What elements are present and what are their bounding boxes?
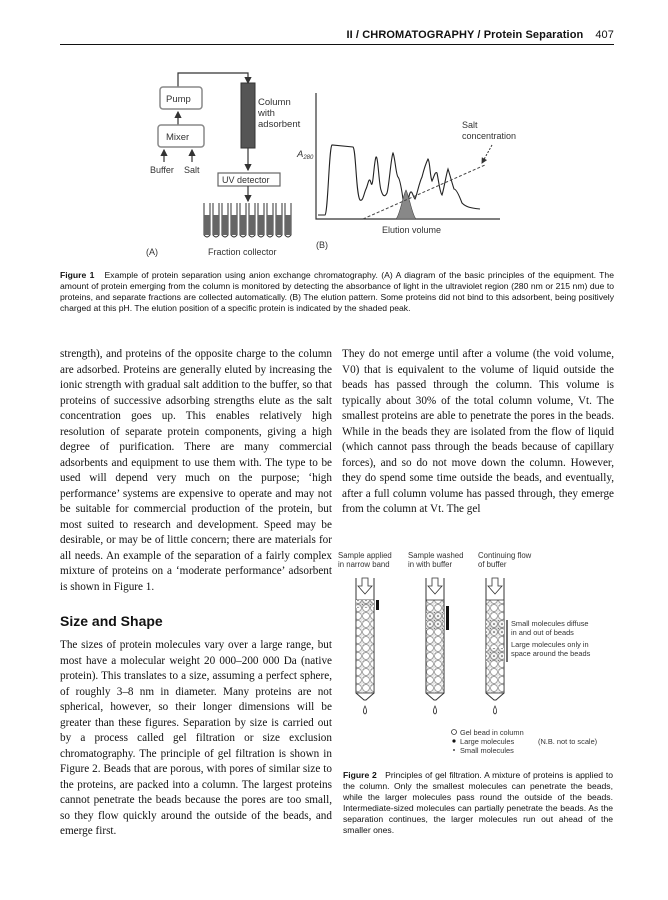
salt-concentration-label-1: Salt <box>462 120 478 130</box>
drop-icon <box>494 706 497 714</box>
right-column <box>342 347 614 518</box>
figure-1-caption-label: Figure 1 <box>60 270 95 280</box>
figure-1-caption <box>60 270 614 314</box>
side-note-3: Large molecules only in <box>511 640 589 649</box>
elution-trace <box>318 145 480 215</box>
pump-label: Pump <box>166 94 191 105</box>
running-header <box>60 29 614 41</box>
column-label-3: adsorbent <box>258 119 301 130</box>
figure-2-caption <box>343 770 613 836</box>
salt-pointer-arrow <box>482 145 492 163</box>
column-label-1: Column <box>258 97 291 108</box>
stage-1-label-1: Sample applied <box>338 551 392 560</box>
stage-1-label-2: in narrow band <box>338 560 390 569</box>
figure-1 <box>140 65 540 260</box>
column-stage-1 <box>356 578 379 714</box>
adsorbent-column <box>241 83 255 148</box>
small-molecule-legend-icon <box>453 749 455 751</box>
flow-arrow-down-icon <box>428 578 442 594</box>
stage-3-label-2: of buffer <box>478 560 507 569</box>
drop-icon <box>364 706 367 714</box>
section-heading: Size and Shape <box>60 613 163 629</box>
figure-1-caption-text: Example of protein separation using anion exchange chromatography. (A) A diagram of the basic principles of the equipment. The amount of protein emerging from the column is monitored by detecting the absorbance of light in the ultraviolet region (280 nm or 215 nm) due to proteins, and separate fractions are collected automatically. (B) The elution pattern. Some proteins did not bind to this adsorbent, being positively charged at this pH. The elution position of a specific protein is indicated by the shaded peak. <box>60 270 614 313</box>
flow-arrow-down-icon <box>358 578 372 594</box>
column-stage-3 <box>486 578 507 714</box>
legend-small-molecules: Small molecules <box>460 746 514 755</box>
flow-arrow-down-icon <box>488 578 502 594</box>
body-paragraph: The sizes of protein molecules vary over a large range, but most have a molecular weight 20 000–200 000 Da (native protein). This translates to a size, assuming a perfect sphere, of roughly 3–8 nm in diameter. Many proteins are not spherical, however, so their longer dimensions will be greater than these figures. Separation by size is carried out by a process called gel filtration or size exclusion chromatography. The principle of gel filtration is shown in Figure 2. Beads that are porous, with pores of similar size to the proteins, are packed into a column. The largest proteins cannot penetrate the beads because the pores are too small, so they flow quickly around the outside of the beads, and emerge first. <box>60 639 332 837</box>
body-paragraph: strength), and proteins of the opposite charge to the column are adsorbed. Proteins are generally eluted by increasing the ionic strength with gradual salt addition to the buffer, so that proteins of successive adsorbing strengths elute as the salt concentration goes up. This enables relatively high resolution of separate protein components, giving a high degree of purification. There are many commercial adsorbents and equipment to use them with. The type to be used will depend very much on the purpose; ‘high performance’ systems are expensive to operate and may not be suitable for commercial production of the protein, but most suited to research and development. Speed may be desirable, or may be of little concern; there are materials for all needs. An example of the separation of a fairly complex mixture of proteins on a ‘moderate performance’ adsorbent is shown in Figure 1. <box>60 348 332 593</box>
figure-2-caption-text: Principles of gel filtration. A mixture of proteins is applied to the column. Only the smallest molecules can penetrate the beads, while the larger molecules pass round the outside of the beads. Intermediate-sized molecules can partially penetrate the beads. As the separation continues, the larger molecules run out ahead of the smaller ones. <box>343 770 613 835</box>
figure-2 <box>338 548 614 766</box>
side-note-1: Small molecules diffuse <box>511 619 589 628</box>
salt-label: Salt <box>184 165 200 175</box>
body-paragraph: They do not emerge until after a volume (the void volume, V0) that is equivalent to the volume of liquid outside the beads has passed through the column. This volume is typically about 30% of the total column volume, Vt. The smallest proteins are able to penetrate the pores in the beads. While in the beads they are isolated from the flow of liquid (which cannot pass through the beads because of capillary forces), and so do not move down the column. However, they do spend some time outside the beads, and eventually, after a full column volume has passed through, they emerge from the column at Vt. The gel <box>342 348 614 515</box>
drop-icon <box>434 706 437 714</box>
page-number: 407 <box>595 29 614 41</box>
uv-detector-label: UV detector <box>222 175 270 185</box>
buffer-label: Buffer <box>150 165 174 175</box>
flow-line-pump-to-column <box>178 73 248 87</box>
sample-band-marker <box>446 606 449 630</box>
stage-2-label-1: Sample washed <box>408 551 464 560</box>
panel-a-label: (A) <box>146 247 158 257</box>
absorbance-label: $A_{280}$ <box>297 149 314 161</box>
side-note-4: space around the beads <box>511 649 591 658</box>
sample-band-marker <box>376 600 379 610</box>
elution-volume-label: Elution volume <box>382 225 442 235</box>
stage-3-label-1: Continuing flow <box>478 551 532 560</box>
legend-note: (N.B. not to scale) <box>538 737 598 746</box>
header-rule <box>60 44 614 45</box>
fraction-collector-label: Fraction collector <box>208 247 277 257</box>
gel-bead-legend-icon <box>452 730 457 735</box>
stage-2-label-2: in with buffer <box>408 560 453 569</box>
running-title: II / CHROMATOGRAPHY / Protein Separation <box>346 29 584 41</box>
legend-large-molecules: Large molecules <box>460 737 515 746</box>
legend-gel-bead: Gel bead in column <box>460 728 524 737</box>
figure-2-caption-label: Figure 2 <box>343 770 377 780</box>
left-column <box>60 347 332 840</box>
column-stage-2 <box>426 578 449 714</box>
column-label-2: with <box>258 108 275 119</box>
mixer-label: Mixer <box>166 132 190 143</box>
side-note-2: in and out of beads <box>511 628 574 637</box>
salt-concentration-label-2: concentration <box>462 131 517 141</box>
panel-b-label: (B) <box>316 240 328 250</box>
large-molecule-legend-icon <box>452 739 455 742</box>
